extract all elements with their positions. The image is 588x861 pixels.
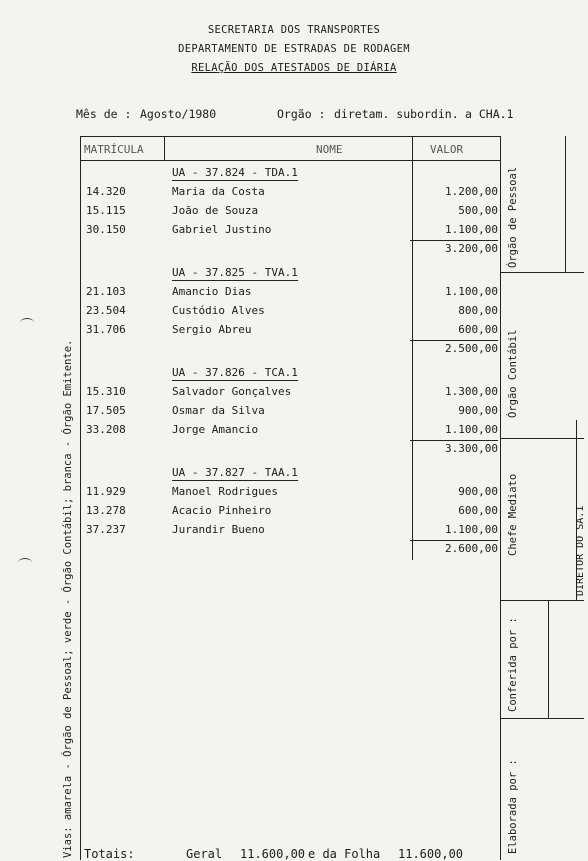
group-title-row — [84, 266, 498, 284]
group-title: UA - 37.826 - TCA.1 — [172, 366, 298, 379]
matricula-cell: 30.150 — [86, 223, 126, 236]
nome-cell: Sergio Abreu — [172, 323, 252, 336]
scan-mark — [18, 558, 32, 567]
side-box-rule — [500, 600, 584, 601]
nome-cell: Maria da Costa — [172, 185, 265, 198]
group-title-row — [84, 366, 498, 384]
label-orgao-contabil: Órgão Contábil — [507, 329, 519, 418]
nome-cell: Acacio Pinheiro — [172, 504, 272, 517]
table-row — [84, 223, 498, 241]
matricula-cell: 37.237 — [86, 523, 126, 536]
group-title-row — [84, 166, 498, 184]
header-departamento: DEPARTAMENTO DE ESTRADAS DE RODAGEM — [178, 43, 410, 55]
table-left-border — [80, 136, 81, 860]
header-relacao-title: RELAÇÃO DOS ATESTADOS DE DIÁRIA — [191, 62, 397, 74]
nome-cell: Custódio Alves — [172, 304, 265, 317]
valor-cell: 900,00 — [458, 404, 498, 417]
table-row — [84, 304, 498, 322]
column-header-valor: VALOR — [430, 143, 464, 156]
label-conferida-por: Conferida por : — [507, 617, 519, 712]
matricula-cell: 33.208 — [86, 423, 126, 436]
table-row — [84, 523, 498, 541]
nome-cell: João de Souza — [172, 204, 259, 217]
matricula-cell: 17.505 — [86, 404, 126, 417]
column-header-matricula: MATRÍCULA — [84, 143, 144, 156]
valor-cell: 600,00 — [458, 504, 498, 517]
table-row — [84, 423, 498, 441]
geral-label: Geral — [186, 847, 223, 861]
valor-cell: 1.200,00 — [445, 185, 498, 198]
valor-cell: 500,00 — [458, 204, 498, 217]
table-row — [84, 485, 498, 503]
valor-cell: 600,00 — [458, 323, 498, 336]
subtotal-row — [84, 540, 498, 558]
valor-cell: 900,00 — [458, 485, 498, 498]
table-header-rule — [80, 160, 500, 161]
folha-label: e da Folha — [308, 847, 381, 861]
label-chefe-mediato: Chefe Mediato — [507, 473, 519, 556]
side-box-rule — [500, 438, 584, 439]
totais-label: Totais: — [84, 847, 135, 861]
subtotal-value: 2.500,00 — [410, 340, 498, 355]
mes-value: Agosto/1980 — [140, 107, 217, 121]
table-row — [84, 285, 498, 303]
matricula-cell: 21.103 — [86, 285, 126, 298]
subtotal-value: 2.600,00 — [410, 540, 498, 555]
table-row — [84, 504, 498, 522]
table-top-border — [80, 136, 500, 137]
side-box-rule — [500, 272, 584, 273]
matricula-cell: 31.706 — [86, 323, 126, 336]
subtotal-row — [84, 240, 498, 258]
table-row — [84, 185, 498, 203]
label-orgao-pessoal: Órgão de Pessoal — [507, 166, 519, 268]
group-title: UA - 37.827 - TAA.1 — [172, 466, 298, 479]
group-title-row — [84, 466, 498, 484]
orgao-value: diretam. subordin. — [334, 107, 459, 121]
subtotal-row — [84, 340, 498, 358]
valor-cell: 1.100,00 — [445, 285, 498, 298]
nome-cell: Osmar da Silva — [172, 404, 265, 417]
nome-cell: Amancio Dias — [172, 285, 252, 298]
column-header-nome: NOME — [316, 143, 343, 156]
scan-mark — [20, 318, 34, 327]
side-box-divider — [548, 600, 549, 718]
nome-cell: Jurandir Bueno — [172, 523, 265, 536]
matricula-cell: 15.115 — [86, 204, 126, 217]
matricula-cell: 13.278 — [86, 504, 126, 517]
label-elaborada-por: Elaborada por : — [507, 759, 519, 854]
side-box-rule — [500, 718, 584, 719]
mes-label: Mês de : — [76, 107, 132, 121]
matricula-cell: 14.320 — [86, 185, 126, 198]
table-row — [84, 404, 498, 422]
valor-cell: 1.300,00 — [445, 385, 498, 398]
matricula-cell: 15.310 — [86, 385, 126, 398]
side-box-divider — [565, 136, 566, 272]
label-diretor: DIRETOR DO SA.1 — [575, 505, 586, 596]
table-right-border — [500, 136, 501, 860]
folha-value: 11.600,00 — [398, 847, 464, 861]
nome-cell: Manoel Rodrigues — [172, 485, 278, 498]
subtotal-value: 3.200,00 — [410, 240, 498, 255]
nome-cell: Jorge Amancio — [172, 423, 259, 436]
valor-cell: 1.100,00 — [445, 523, 498, 536]
table-row — [84, 385, 498, 403]
nome-cell: Gabriel Justino — [172, 223, 272, 236]
table-row — [84, 323, 498, 341]
matricula-cell: 11.929 — [86, 485, 126, 498]
matricula-cell: 23.504 — [86, 304, 126, 317]
table-row — [84, 204, 498, 222]
nome-cell: Salvador Gonçalves — [172, 385, 292, 398]
cha-value: a CHA.1 — [465, 107, 514, 121]
subtotal-value: 3.300,00 — [410, 440, 498, 455]
header-secretaria: SECRETARIA DOS TRANSPORTES — [207, 24, 381, 36]
subtotal-row — [84, 440, 498, 458]
vias-note: Vias: amarela - Órgão de Pessoal; verde - Órgão Contábil; branca - Órgão Emitente. — [62, 339, 74, 858]
geral-value: 11.600,00 — [240, 847, 306, 861]
column-divider-matricula — [164, 136, 165, 160]
orgao-label: Orgão : — [277, 107, 326, 121]
group-title: UA - 37.824 - TDA.1 — [172, 166, 298, 179]
valor-cell: 800,00 — [458, 304, 498, 317]
valor-cell: 1.100,00 — [445, 423, 498, 436]
valor-cell: 1.100,00 — [445, 223, 498, 236]
group-title: UA - 37.825 - TVA.1 — [172, 266, 298, 279]
